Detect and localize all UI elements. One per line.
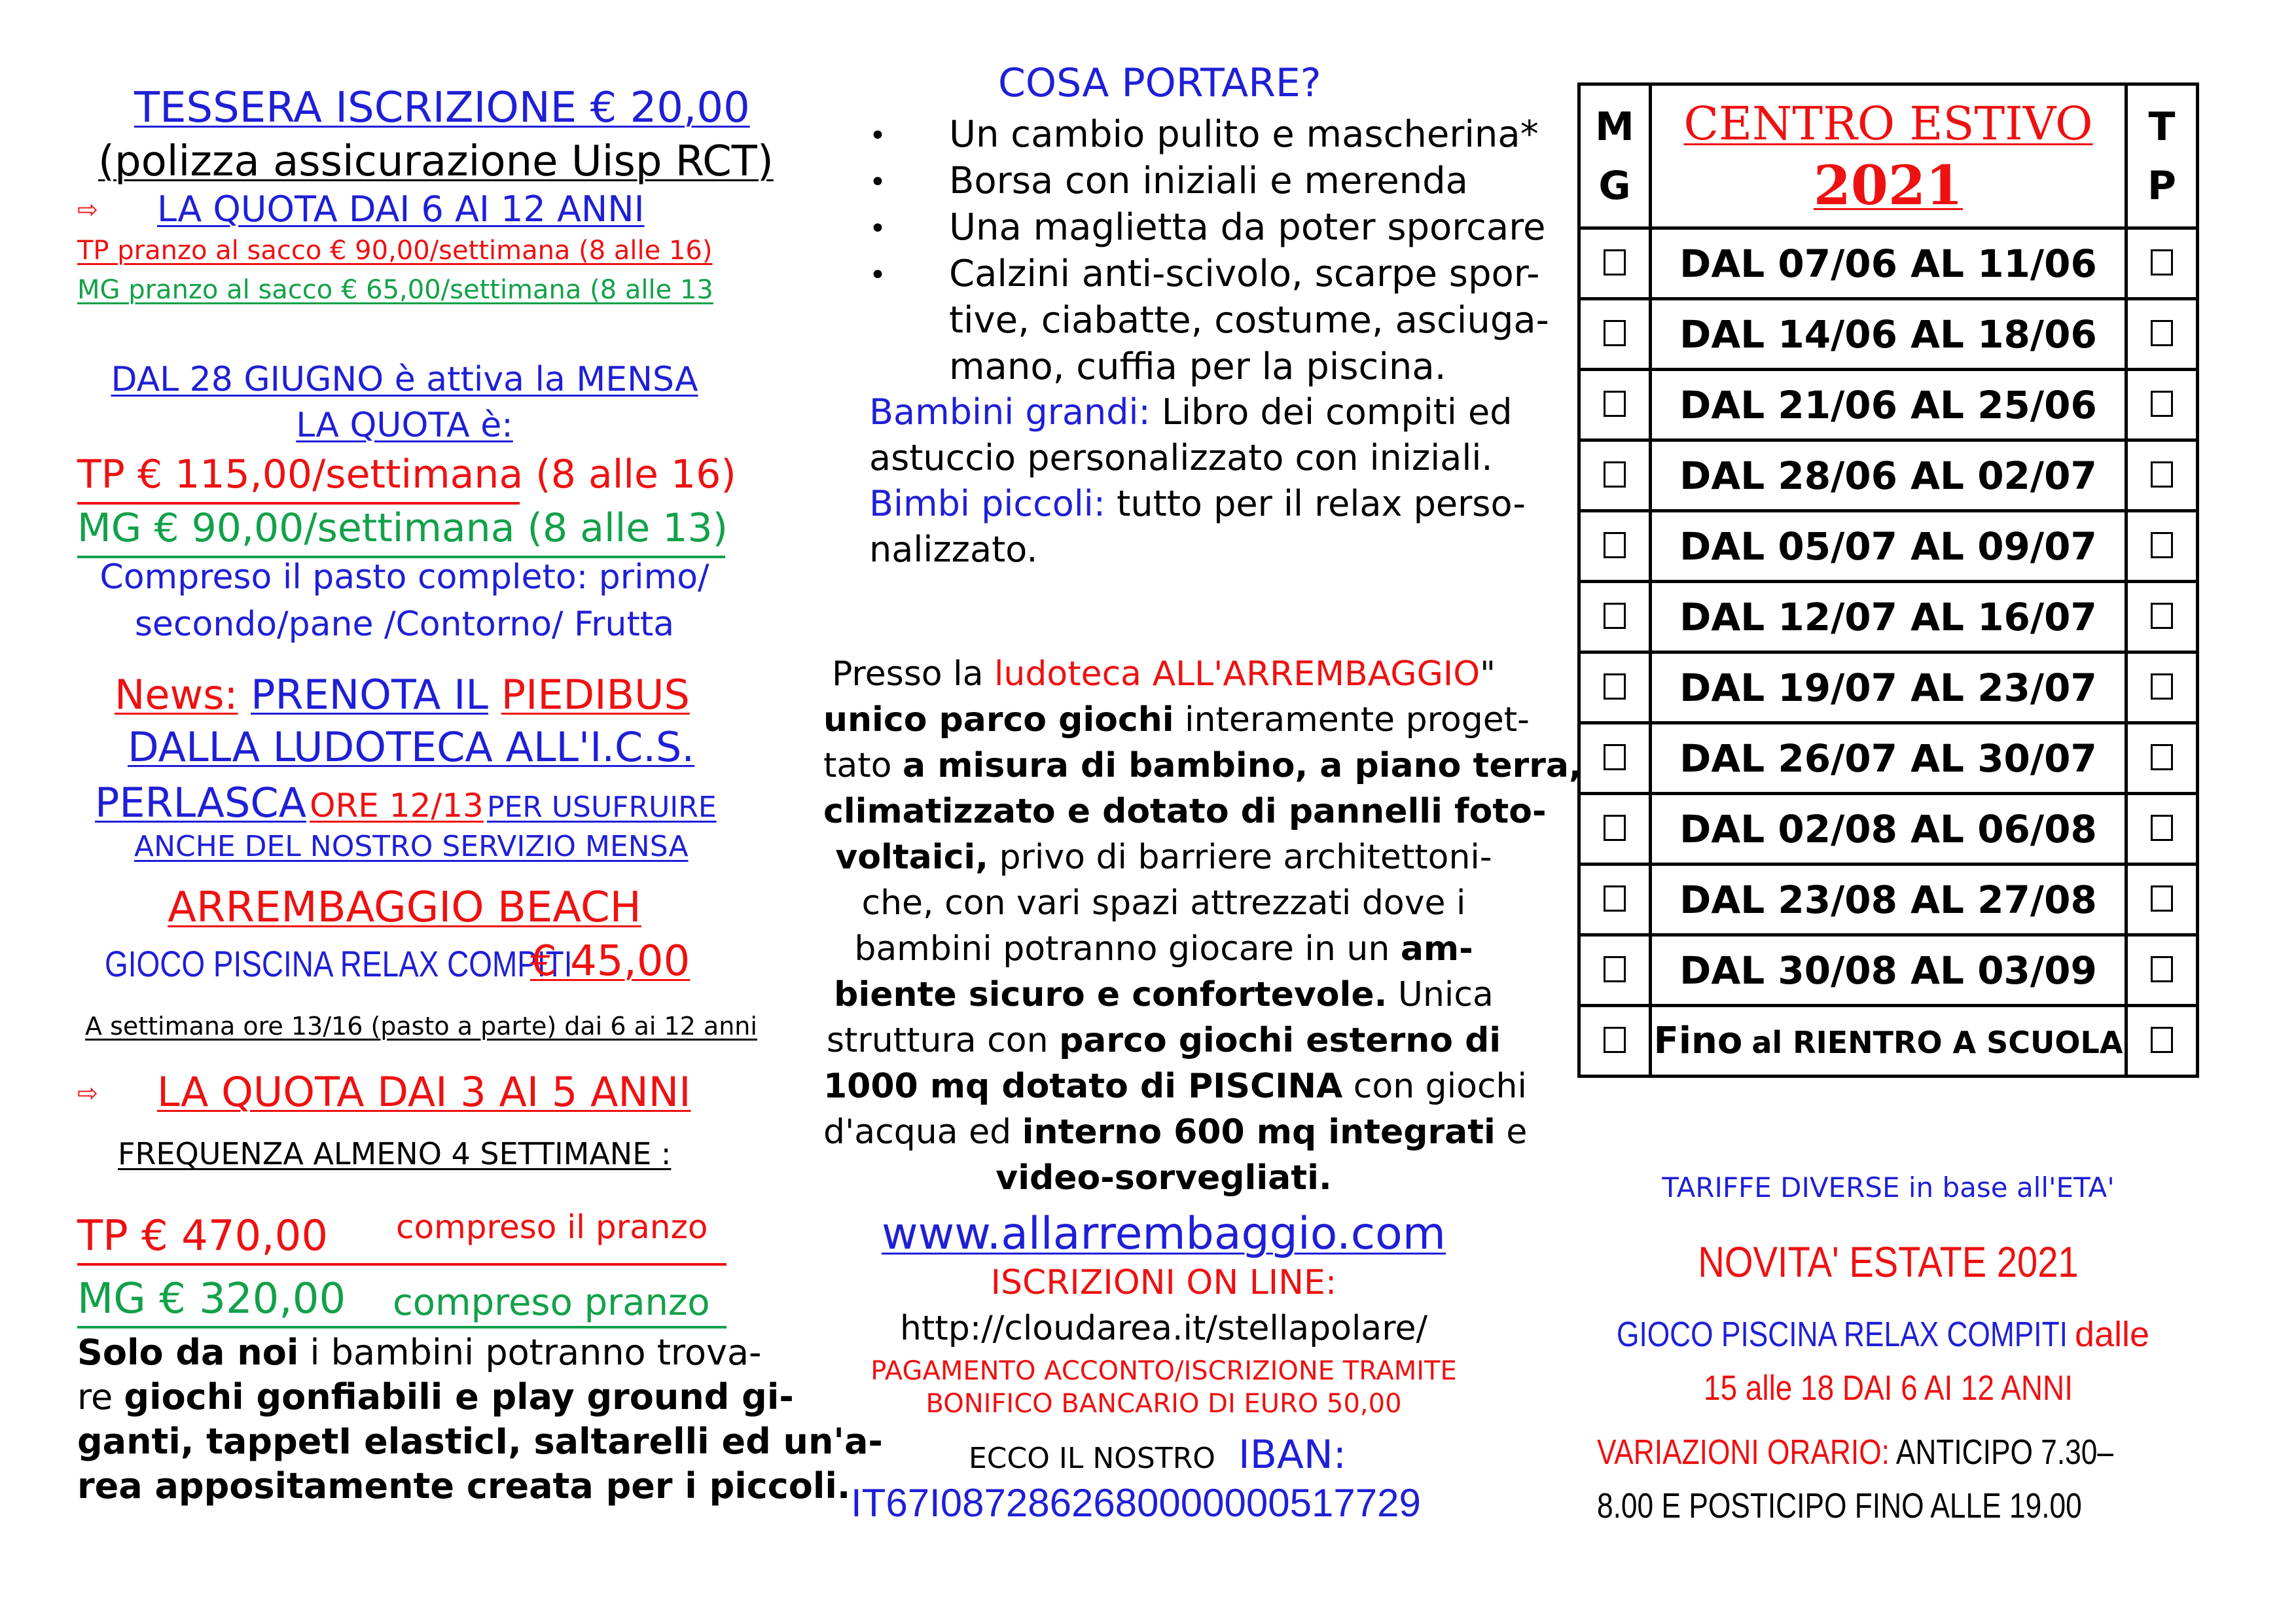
tp-checkbox-cell[interactable] bbox=[2126, 370, 2198, 440]
mg-checkbox-cell[interactable] bbox=[1579, 935, 1651, 1006]
mg-letter: M bbox=[1595, 103, 1634, 150]
news-piedibus: PIEDIBUS bbox=[501, 671, 690, 719]
tp-checkbox-cell[interactable] bbox=[2126, 228, 2198, 299]
tp-470-underline bbox=[77, 1263, 726, 1266]
news-line-2: DALLA LUDOTECA ALL'I.C.S. bbox=[128, 723, 695, 771]
mg-320-note: compreso pranzo bbox=[393, 1281, 710, 1324]
tp-470-note: compreso il pranzo bbox=[396, 1208, 708, 1246]
schedule-table bbox=[1577, 82, 2199, 1078]
description-line bbox=[823, 746, 1582, 785]
beach-note: A settimana ore 13/16 (pasto a parte) dai 6 ai 12 anni bbox=[85, 1012, 757, 1041]
description-segment: interamente proget- bbox=[1174, 700, 1530, 740]
description-segment: che, con vari spazi attrezzati dove i bbox=[861, 883, 1466, 923]
period-cell bbox=[1651, 440, 2126, 511]
mg-checkbox-cell[interactable] bbox=[1579, 723, 1651, 794]
schedule-row bbox=[1579, 1006, 2198, 1077]
bullet-item-cont: mano, cuffia per la piscina. bbox=[949, 346, 1446, 388]
description-segment: voltaici, bbox=[835, 838, 988, 877]
schedule-row bbox=[1579, 865, 2198, 935]
tp-checkbox-icon[interactable] bbox=[2151, 249, 2173, 276]
mg-checkbox-cell[interactable] bbox=[1579, 794, 1651, 865]
table-header-row bbox=[1579, 84, 2198, 228]
schedule-row bbox=[1579, 440, 2198, 511]
schedule-row bbox=[1579, 582, 2198, 652]
news-line-4: ANCHE DEL NOSTRO SERVIZIO MENSA bbox=[134, 830, 689, 863]
description-segment: e bbox=[1495, 1113, 1528, 1152]
mg-checkbox-cell[interactable] bbox=[1579, 652, 1651, 723]
novita-heading: NOVITA' ESTATE 2021 bbox=[1698, 1238, 2079, 1286]
mg-checkbox-icon[interactable] bbox=[1604, 320, 1626, 346]
dalle-text: dalle bbox=[2075, 1315, 2150, 1354]
schedule-row bbox=[1579, 723, 2198, 794]
description-segment: a misura di bambino, a piano terra, bbox=[903, 746, 1582, 785]
period-label: DAL 23/08 AL 27/08 bbox=[1679, 877, 2097, 922]
mg-sacco-price: MG pranzo al sacco € 65,00/settimana (8 alle 13 bbox=[77, 275, 713, 305]
ecco-line bbox=[969, 1432, 1346, 1478]
schedule-row bbox=[1579, 652, 2198, 723]
mg-checkbox-cell[interactable] bbox=[1579, 1006, 1651, 1077]
beach-price: € 45,00 bbox=[530, 937, 691, 986]
bullet-icon: • bbox=[869, 166, 886, 199]
description-segment: con giochi bbox=[1342, 1067, 1527, 1106]
schedule-row bbox=[1579, 794, 2198, 865]
news-line-1 bbox=[115, 671, 690, 719]
news-prenota: PRENOTA IL bbox=[251, 671, 488, 719]
quota-6-12-heading: LA QUOTA DAI 6 AI 12 ANNI bbox=[157, 188, 645, 230]
solo-line-4: rea appositamente creata per i piccoli. bbox=[77, 1465, 851, 1507]
bullet-item: Calzini anti-scivolo, scarpe spor- bbox=[949, 253, 1540, 295]
period-label: DAL 14/06 AL 18/06 bbox=[1679, 312, 2097, 357]
quota-3-5-heading: LA QUOTA DAI 3 AI 5 ANNI bbox=[157, 1068, 691, 1116]
mg-checkbox-icon[interactable] bbox=[1604, 815, 1626, 841]
mg-checkbox-icon[interactable] bbox=[1604, 673, 1626, 700]
grandi-line-1 bbox=[869, 391, 1513, 433]
tp-checkbox-cell[interactable] bbox=[2126, 511, 2198, 582]
description-segment: climatizzato e dotato di pannelli foto- bbox=[823, 792, 1547, 831]
tp-mensa-underline bbox=[77, 502, 520, 505]
cloud-url[interactable]: http://cloudarea.it/stellapolare/ bbox=[899, 1309, 1428, 1348]
tp-checkbox-icon[interactable] bbox=[2151, 1027, 2173, 1053]
anticipo-text: ANTICIPO 7.30– bbox=[1895, 1433, 2114, 1472]
tp-checkbox-cell[interactable] bbox=[2126, 652, 2198, 723]
tp-checkbox-icon[interactable] bbox=[2151, 885, 2173, 912]
tp-checkbox-icon[interactable] bbox=[2151, 673, 2173, 700]
period-cell bbox=[1651, 582, 2126, 652]
description-segment: parco giochi esterno di bbox=[1059, 1021, 1501, 1060]
gioco-line bbox=[1617, 1314, 2166, 1355]
period-label: DAL 07/06 AL 11/06 bbox=[1679, 241, 2097, 286]
mg-checkbox-icon[interactable] bbox=[1604, 744, 1626, 770]
mg-checkbox-cell[interactable] bbox=[1579, 582, 1651, 652]
description-segment: am- bbox=[1400, 929, 1473, 969]
mg-checkbox-cell[interactable] bbox=[1579, 511, 1651, 582]
description-segment: Unica bbox=[1387, 975, 1494, 1014]
posticipo-text: 8.00 E POSTICIPO FINO ALLE 19.00 bbox=[1597, 1486, 2082, 1525]
tp-header bbox=[2126, 84, 2198, 228]
mg-checkbox-icon[interactable] bbox=[1604, 461, 1626, 488]
period-cell bbox=[1651, 299, 2126, 370]
presso-line bbox=[823, 654, 1504, 694]
description-segment: biente sicuro e confortevole. bbox=[834, 975, 1388, 1014]
piccoli-text-1: tutto per il relax perso- bbox=[1117, 483, 1526, 524]
variazioni-line bbox=[1597, 1432, 2113, 1472]
news-line-3 bbox=[95, 779, 717, 827]
period-cell bbox=[1651, 652, 2126, 723]
description-line bbox=[823, 975, 1504, 1014]
tp-sacco-price: TP pranzo al sacco € 90,00/settimana (8 alle 16) bbox=[77, 236, 713, 266]
period-cell bbox=[1651, 935, 2126, 1006]
description-line bbox=[823, 1158, 1504, 1198]
tp-checkbox-icon[interactable] bbox=[2151, 744, 2173, 770]
solo-line-3: ganti, tappetI elasticI, saltarelli ed un'a- bbox=[77, 1421, 883, 1462]
pasto-line-2: secondo/pane /Contorno/ Frutta bbox=[134, 605, 675, 644]
title-cell bbox=[1651, 84, 2126, 228]
period-label: DAL 05/07 AL 09/07 bbox=[1679, 524, 2097, 569]
tp-checkbox-cell[interactable] bbox=[2126, 1006, 2198, 1077]
mg-checkbox-cell[interactable] bbox=[1579, 370, 1651, 440]
description-segment: video-sorvegliati. bbox=[996, 1158, 1332, 1198]
period-cell bbox=[1651, 794, 2126, 865]
period-cell bbox=[1651, 1006, 2126, 1077]
period-label-fino: Fino bbox=[1653, 1020, 1743, 1062]
tp-letter: T bbox=[2148, 103, 2176, 150]
news-label: News: bbox=[115, 671, 238, 719]
description-segment: struttura con bbox=[826, 1021, 1060, 1060]
beach-desc: GIOCO PISCINA RELAX COMPITI bbox=[105, 943, 573, 984]
period-label: DAL 21/06 AL 25/06 bbox=[1679, 382, 2097, 427]
mg-checkbox-cell[interactable] bbox=[1579, 299, 1651, 370]
period-label: DAL 30/08 AL 03/09 bbox=[1679, 948, 2097, 993]
mensa-line-2: LA QUOTA è: bbox=[296, 406, 513, 445]
mg-checkbox-icon[interactable] bbox=[1604, 1027, 1626, 1053]
tp-checkbox-cell[interactable] bbox=[2126, 723, 2198, 794]
iscrizioni-heading: ISCRIZIONI ON LINE: bbox=[990, 1263, 1337, 1302]
ecco-text: ECCO IL NOSTRO bbox=[969, 1442, 1215, 1475]
quote-mark: " bbox=[1480, 654, 1496, 694]
description-segment: d'acqua ed bbox=[823, 1113, 1022, 1152]
mensa-line-1: DAL 28 GIUGNO è attiva la MENSA bbox=[111, 360, 698, 399]
arrow-icon-2: ⇨ bbox=[77, 1079, 98, 1107]
period-cell bbox=[1651, 865, 2126, 935]
news-perlasca: PERLASCA bbox=[95, 779, 307, 827]
orario-text: 15 alle 18 DAI 6 AI 12 ANNI bbox=[1704, 1368, 2073, 1408]
solo-bold-2: giochi gonfiabili e play ground gi- bbox=[124, 1376, 794, 1418]
period-cell bbox=[1651, 370, 2126, 440]
description-line bbox=[823, 929, 1504, 969]
frequenza-text: FREQUENZA ALMENO 4 SETTIMANE : bbox=[118, 1136, 672, 1171]
solo-bold-1: Solo da noi bbox=[77, 1332, 299, 1373]
mg-checkbox-icon[interactable] bbox=[1604, 603, 1626, 629]
solo-text-1: i bambini potranno trova- bbox=[310, 1332, 762, 1373]
bullet-item: Un cambio pulito e mascherina* bbox=[949, 113, 1539, 156]
grandi-text-1: Libro dei compiti ed bbox=[1161, 391, 1513, 433]
tp-470-price: TP € 470,00 bbox=[77, 1212, 329, 1260]
centro-estivo-title: CENTRO ESTIVO bbox=[1683, 96, 2093, 151]
description-segment: bambini potranno giocare in un bbox=[854, 929, 1401, 969]
schedule-row bbox=[1579, 935, 2198, 1006]
description-line bbox=[823, 883, 1504, 923]
tp-checkbox-cell[interactable] bbox=[2126, 865, 2198, 935]
tp-checkbox-icon[interactable] bbox=[2151, 320, 2173, 346]
tp-checkbox-cell[interactable] bbox=[2126, 794, 2198, 865]
description-line bbox=[823, 792, 1547, 831]
description-segment: privo di barriere architettoni- bbox=[988, 838, 1492, 877]
tp-checkbox-cell[interactable] bbox=[2126, 935, 2198, 1006]
tariffe-text: TARIFFE DIVERSE in base all'ETA' bbox=[1662, 1171, 2115, 1204]
schedule-row bbox=[1579, 511, 2198, 582]
tp-letter: P bbox=[2147, 162, 2176, 209]
ludoteca-name: ludoteca ALL'ARREMBAGGIO bbox=[994, 654, 1480, 694]
pasto-line-1: Compreso il pasto completo: primo/ bbox=[99, 558, 709, 597]
period-label: DAL 02/08 AL 06/08 bbox=[1679, 806, 2097, 851]
mg-mensa-price: MG € 90,00/settimana (8 alle 13) bbox=[77, 505, 728, 551]
description-line bbox=[823, 1067, 1527, 1106]
description-line bbox=[823, 700, 1530, 740]
mg-checkbox-cell[interactable] bbox=[1579, 865, 1651, 935]
bullet-item: Una maglietta da poter sporcare bbox=[949, 206, 1546, 249]
mg-letter: G bbox=[1598, 162, 1631, 209]
mg-checkbox-icon[interactable] bbox=[1604, 885, 1626, 912]
news-usufruire: PER USUFRUIRE bbox=[486, 791, 717, 824]
tp-checkbox-cell[interactable] bbox=[2126, 582, 2198, 652]
news-ore: ORE 12/13 bbox=[310, 787, 484, 825]
schedule-row bbox=[1579, 370, 2198, 440]
period-label: DAL 12/07 AL 16/07 bbox=[1679, 594, 2097, 639]
mg-checkbox-cell[interactable] bbox=[1579, 440, 1651, 511]
bullet-item: Borsa con iniziali e merenda bbox=[949, 160, 1468, 202]
schedule-row bbox=[1579, 228, 2198, 299]
description-line bbox=[823, 1113, 1528, 1152]
tessera-heading: TESSERA ISCRIZIONE € 20,00 bbox=[134, 84, 750, 132]
iban-value: IT67I0872862680000000517729 bbox=[851, 1481, 1421, 1525]
year-title: 2021 bbox=[1813, 154, 1964, 217]
grandi-label: Bambini grandi: bbox=[869, 391, 1151, 433]
description-line bbox=[823, 838, 1504, 877]
solo-line-1 bbox=[77, 1332, 762, 1373]
tp-checkbox-icon[interactable] bbox=[2151, 956, 2173, 982]
mg-checkbox-icon[interactable] bbox=[1604, 956, 1626, 982]
mg-checkbox-icon[interactable] bbox=[1604, 532, 1626, 558]
piccoli-line-1 bbox=[869, 483, 1526, 524]
description-line bbox=[823, 1021, 1504, 1060]
presso-text: Presso la bbox=[831, 654, 984, 694]
cosa-portare-title: COSA PORTARE? bbox=[998, 60, 1321, 106]
iban-label: IBAN: bbox=[1238, 1432, 1346, 1478]
mg-header bbox=[1579, 84, 1651, 228]
description-segment: tato bbox=[823, 746, 903, 785]
mg-checkbox-icon[interactable] bbox=[1604, 391, 1626, 417]
solo-line-2 bbox=[77, 1376, 794, 1418]
period-label: DAL 19/07 AL 23/07 bbox=[1679, 665, 2097, 710]
website-link[interactable]: www.allarrembaggio.com bbox=[882, 1208, 1446, 1260]
solo-text-2a: re bbox=[77, 1376, 113, 1418]
mg-320-underline bbox=[77, 1326, 726, 1329]
period-cell bbox=[1651, 511, 2126, 582]
period-cell bbox=[1651, 723, 2126, 794]
period-label-rientro: al RIENTRO A SCUOLA bbox=[1751, 1025, 2123, 1060]
period-label: DAL 26/07 AL 30/07 bbox=[1679, 736, 2097, 781]
arrow-icon: ⇨ bbox=[77, 195, 98, 224]
beach-title: ARREMBAGGIO BEACH bbox=[168, 883, 641, 932]
description-segment: 1000 mq dotato di PISCINA bbox=[823, 1067, 1343, 1106]
schedule-row bbox=[1579, 299, 2198, 370]
polizza-text: (polizza assicurazione Uisp RCT) bbox=[98, 137, 774, 186]
mg-checkbox-cell[interactable] bbox=[1579, 228, 1651, 299]
pagamento-line-1: PAGAMENTO ACCONTO/ISCRIZIONE TRAMITE bbox=[870, 1356, 1457, 1386]
tp-checkbox-icon[interactable] bbox=[2151, 815, 2173, 841]
grandi-line-2: astuccio personalizzato con iniziali. bbox=[869, 437, 1493, 478]
bullet-icon: • bbox=[869, 212, 886, 245]
bullet-icon: • bbox=[869, 259, 886, 292]
description-segment: unico parco giochi bbox=[823, 700, 1174, 740]
bullet-item-cont: tive, ciabatte, costume, asciuga- bbox=[949, 299, 1549, 342]
tp-checkbox-icon[interactable] bbox=[2151, 461, 2173, 488]
tp-mensa-price: TP € 115,00/settimana (8 alle 16) bbox=[77, 452, 736, 497]
mg-320-price: MG € 320,00 bbox=[77, 1275, 346, 1323]
period-cell bbox=[1651, 228, 2126, 299]
gioco-text: GIOCO PISCINA RELAX COMPITI bbox=[1617, 1315, 2068, 1354]
tp-checkbox-icon[interactable] bbox=[2151, 532, 2173, 558]
tp-checkbox-icon[interactable] bbox=[2151, 603, 2173, 629]
bullet-icon: • bbox=[869, 119, 886, 152]
period-label: DAL 28/06 AL 02/07 bbox=[1679, 453, 2097, 498]
piccoli-label: Bimbi piccoli: bbox=[869, 483, 1105, 524]
tp-checkbox-cell[interactable] bbox=[2126, 299, 2198, 370]
variazioni-label: VARIAZIONI ORARIO: bbox=[1597, 1433, 1890, 1472]
tp-checkbox-icon[interactable] bbox=[2151, 391, 2173, 417]
piccoli-line-2: nalizzato. bbox=[869, 529, 1038, 570]
mg-checkbox-icon[interactable] bbox=[1604, 249, 1626, 276]
description-segment: interno 600 mq integrati bbox=[1022, 1113, 1496, 1152]
tp-checkbox-cell[interactable] bbox=[2126, 440, 2198, 511]
pagamento-line-2: BONIFICO BANCARIO DI EURO 50,00 bbox=[925, 1389, 1402, 1419]
